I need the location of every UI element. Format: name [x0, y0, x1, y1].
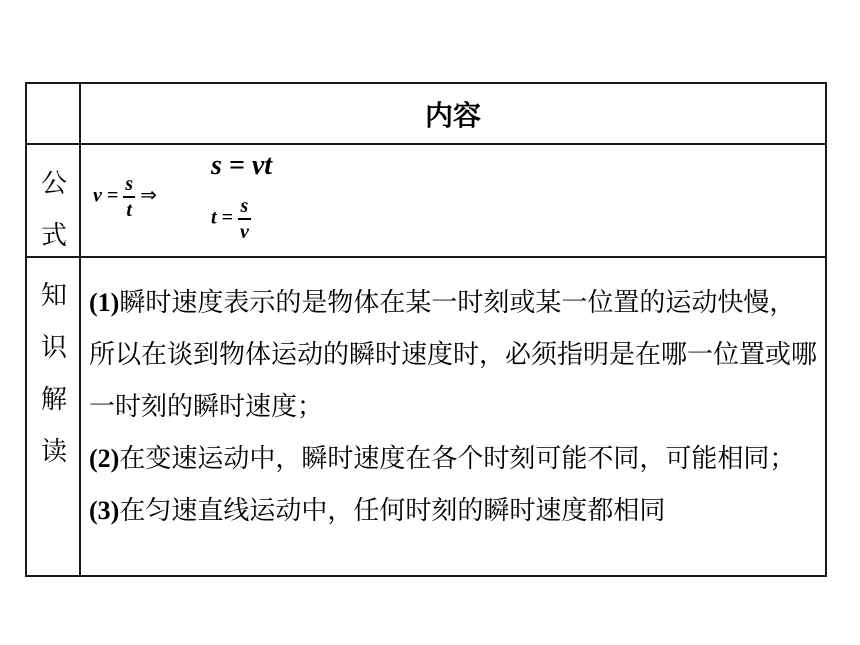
row-label-char: 解	[40, 385, 67, 415]
knowledge-item	[89, 485, 819, 537]
row-divider	[27, 256, 825, 258]
item-text: 在变速运动中，瞬时速度在各个时刻可能不同，可能相同；	[119, 444, 796, 474]
item-number: (3)	[89, 496, 120, 525]
item-number: (2)	[89, 444, 120, 473]
implies-arrow: ⇒	[140, 182, 157, 207]
knowledge-item	[89, 277, 819, 433]
distance-formula: s = vt	[211, 150, 273, 181]
velocity-formula	[93, 174, 157, 220]
row-label-knowledge	[27, 270, 81, 478]
velocity-fraction	[123, 174, 135, 220]
row-label-char: 公	[40, 169, 67, 199]
item-number: (1)	[89, 288, 120, 317]
fraction-bar	[238, 218, 251, 220]
row-label-char: 知	[40, 281, 67, 311]
knowledge-content	[89, 277, 819, 537]
velocity-lhs: v =	[93, 184, 119, 207]
time-numerator: s	[240, 195, 249, 217]
time-denominator: v	[239, 220, 249, 243]
fraction-bar	[123, 196, 135, 198]
row-label-char: 读	[40, 437, 67, 467]
table-header-content: 内容	[424, 99, 481, 132]
time-lhs: t =	[211, 206, 233, 229]
knowledge-item	[89, 433, 819, 485]
row-label-char: 式	[40, 221, 67, 251]
time-fraction	[238, 196, 251, 242]
row-label-formula	[27, 158, 81, 262]
velocity-denominator: t	[126, 198, 132, 221]
row-label-char: 识	[40, 333, 67, 363]
item-text: 瞬时速度表示的是物体在某一时刻或某一位置的运动快慢，所以在谈到物体运动的瞬时速度时，必须指明是在哪一位置或哪一时刻的瞬时速度；	[89, 288, 818, 422]
knowledge-table	[25, 82, 827, 577]
item-text: 在匀速直线运动中，任何时刻的瞬时速度都相同	[119, 496, 666, 526]
velocity-numerator: s	[125, 173, 134, 195]
time-formula	[211, 196, 251, 242]
